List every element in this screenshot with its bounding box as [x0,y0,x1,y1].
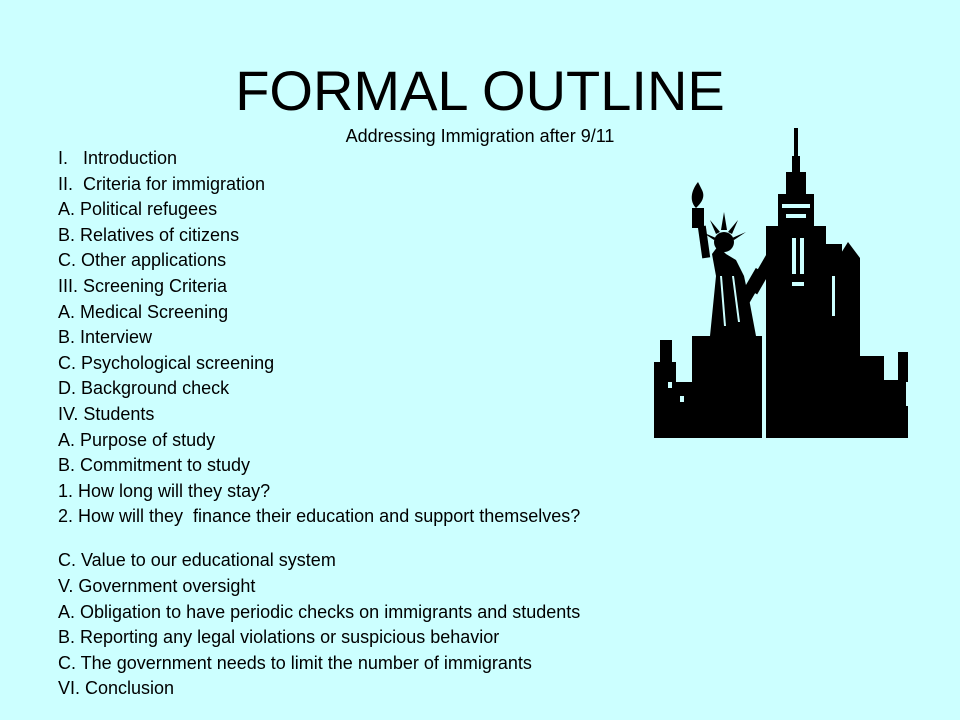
outline-item [58,576,898,602]
outline-item-text: B. Relatives of citizens [58,224,240,245]
outline-item-text: A. Political refugees [58,199,218,220]
outline-item-text: C. Value to our educational system [58,550,336,571]
outline-item-text: II. Criteria for immigration [58,173,266,194]
outline-item [58,455,898,481]
outline-item-text: D. Background check [58,378,230,399]
outline-item-text: V. Government oversight [58,575,256,596]
outline-item-text: B. Reporting any legal violations or suspicious behavior [58,627,500,648]
outline-item-text: B. Interview [58,327,153,348]
outline-item [58,602,898,628]
slide-subtitle: Addressing Immigration after 9/11 [345,126,615,146]
outline-item [58,481,898,507]
outline-item-text: 1. How long will they stay? [58,480,271,501]
outline-item-text: A. Obligation to have periodic checks on immigrants and students [58,601,581,622]
slide-title: FORMAL OUTLINE [235,59,725,122]
outline-item-text: A. Purpose of study [58,429,216,450]
statue-of-liberty-skyline-icon [652,126,908,442]
outline-item-text: C. The government needs to limit the number of immigrants [58,652,532,673]
outline-item-text: I. Introduction [58,148,178,168]
outline-item-text: III. Screening Criteria [58,275,228,296]
outline-item [58,627,898,653]
outline-item [58,506,898,550]
outline-item-text: C. Psychological screening [58,352,275,373]
outline-item-text: IV. Students [58,403,155,424]
outline-item-text: A. Medical Screening [58,301,229,322]
outline-item-text: VI. Conclusion [58,678,175,699]
outline-item-text: 2. How will they finance their education and support themselves? [58,506,581,527]
outline-item-text: B. Commitment to study [58,455,251,476]
outline-item [58,550,898,576]
outline-item [58,678,898,704]
outline-item [58,653,898,679]
outline-item-text: C. Other applications [58,250,227,271]
